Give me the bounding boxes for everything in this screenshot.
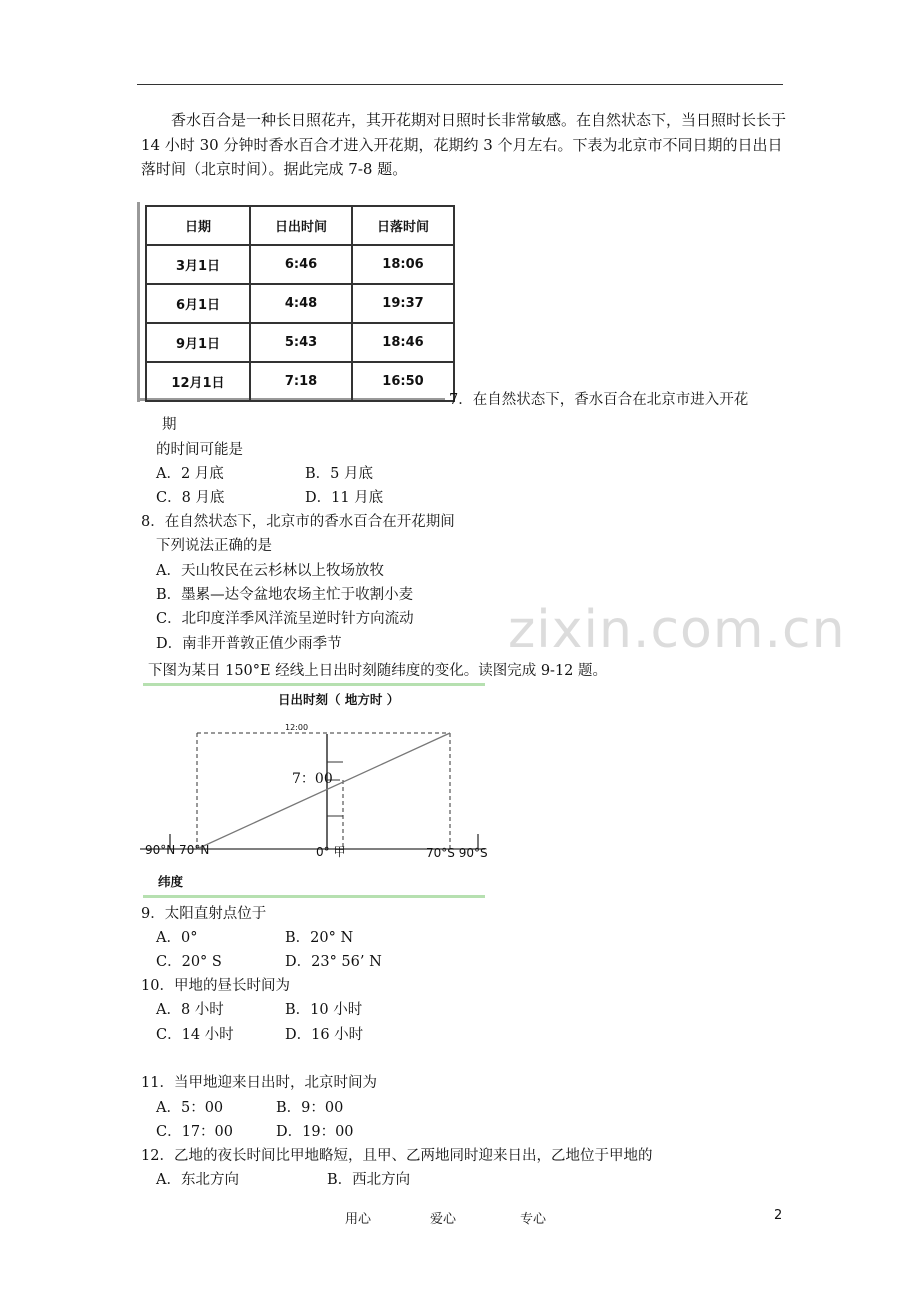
label-south: 70°S 90°S	[426, 846, 488, 860]
table-cell: 18:06	[352, 245, 454, 284]
table-header: 日期	[146, 206, 250, 245]
footer-text-2: 爱心	[430, 1212, 457, 1227]
figure-bottom-line	[143, 895, 485, 898]
q12-stem: 12．乙地的夜长时间比甲地略短，且甲、乙两地同时迎来日出，乙地位于甲地的	[141, 1148, 653, 1164]
figure-xlabel: 纬度	[158, 874, 184, 889]
table-cell: 9月1日	[146, 323, 250, 362]
sunrise-sunset-table	[145, 205, 455, 402]
q10-option-b: B．10 小时	[285, 1002, 363, 1018]
table-cell: 6月1日	[146, 284, 250, 323]
table-cell: 6:46	[250, 245, 352, 284]
q8-option-a: A．天山牧民在云杉林以上牧场放牧	[156, 563, 384, 579]
table-cell: 4:48	[250, 284, 352, 323]
figure-top-line	[143, 683, 485, 686]
q7-option-b: B．5 月底	[305, 466, 373, 482]
q11-option-c: C．17：00	[156, 1124, 233, 1140]
table-cell: 7:18	[250, 362, 352, 401]
table-row	[146, 362, 454, 401]
table-header: 日出时间	[250, 206, 352, 245]
q10-stem: 10．甲地的昼长时间为	[141, 978, 290, 994]
q9-option-d: D．23° 56’ N	[285, 954, 382, 970]
table-cell: 16:50	[352, 362, 454, 401]
q7-stem: 7．在自然状态下，香水百合在北京市进入开花	[449, 392, 749, 408]
sunrise-curve	[197, 733, 450, 849]
q8-option-d: D．南非开普敦正值少雨季节	[156, 636, 342, 652]
table-row	[146, 284, 454, 323]
figure-intro: 下图为某日 150°E 经线上日出时刻随纬度的变化。读图完成 9-12 题。	[148, 663, 608, 679]
q7-stem-cont: 期	[162, 417, 177, 433]
table-cell: 5:43	[250, 323, 352, 362]
q10-option-d: D．16 小时	[285, 1027, 364, 1043]
table-scan-edge	[137, 202, 140, 402]
header-rule	[137, 84, 783, 85]
q10-option-c: C．14 小时	[156, 1027, 234, 1043]
label-equator-jia: 0° 甲	[316, 845, 346, 859]
q7-option-c: C．8 月底	[156, 490, 225, 506]
q11-option-d: D．19：00	[276, 1124, 354, 1140]
q10-option-a: A．8 小时	[156, 1002, 224, 1018]
table-cell: 18:46	[352, 323, 454, 362]
q8-stem-cont: 下列说法正确的是	[156, 538, 272, 554]
q7-stem-cont2: 的时间可能是	[156, 442, 243, 458]
q8-option-b: B．墨累—达令盆地农场主忙于收割小麦	[156, 587, 414, 603]
table-cell: 19:37	[352, 284, 454, 323]
table-row	[146, 245, 454, 284]
figure-title: 日出时刻（ 地方时 ）	[278, 692, 400, 707]
table-header-row	[146, 206, 454, 245]
label-700: 7：00	[292, 771, 333, 787]
q12-option-a: A．东北方向	[156, 1172, 239, 1188]
footer-text-3: 专心	[520, 1212, 547, 1227]
table-row	[146, 323, 454, 362]
q8-option-c: C．北印度洋季风洋流呈逆时针方向流动	[156, 611, 414, 627]
page-number: 2	[774, 1208, 783, 1223]
watermark-text: zixin.com.cn	[508, 600, 846, 660]
q11-stem: 11．当甲地迎来日出时，北京时间为	[141, 1075, 377, 1091]
intro-paragraph: 香水百合是一种长日照花卉，其开花期对日照时长非常敏感。在自然状态下，当日照时长长于 14 小时 30 分钟时香水百合才进入开花期，花期约 3 个月左右。下表为北京市不同日期的日出日落时间（北京时间）。据此完成 7-8 题。	[141, 111, 787, 178]
table-cell: 12月1日	[146, 362, 250, 401]
q11-option-a: A．5：00	[156, 1100, 224, 1116]
table-cell: 3月1日	[146, 245, 250, 284]
q11-option-b: B．9：00	[276, 1100, 344, 1116]
q12-option-b: B．西北方向	[327, 1172, 411, 1188]
footer-text-1: 用心	[345, 1212, 372, 1227]
q9-stem: 9．太阳直射点位于	[141, 906, 267, 922]
q7-option-d: D．11 月底	[305, 490, 384, 506]
label-1200: 12:00	[285, 723, 309, 732]
q7-option-a: A．2 月底	[156, 466, 224, 482]
q9-option-b: B．20° N	[285, 930, 354, 946]
q8-stem: 8．在自然状态下，北京市的香水百合在开花期间	[141, 514, 455, 530]
q9-option-a: A．0°	[156, 930, 198, 946]
q9-option-c: C．20° S	[156, 954, 222, 970]
label-north: 90°N 70°N	[145, 843, 210, 857]
table-header: 日落时间	[352, 206, 454, 245]
